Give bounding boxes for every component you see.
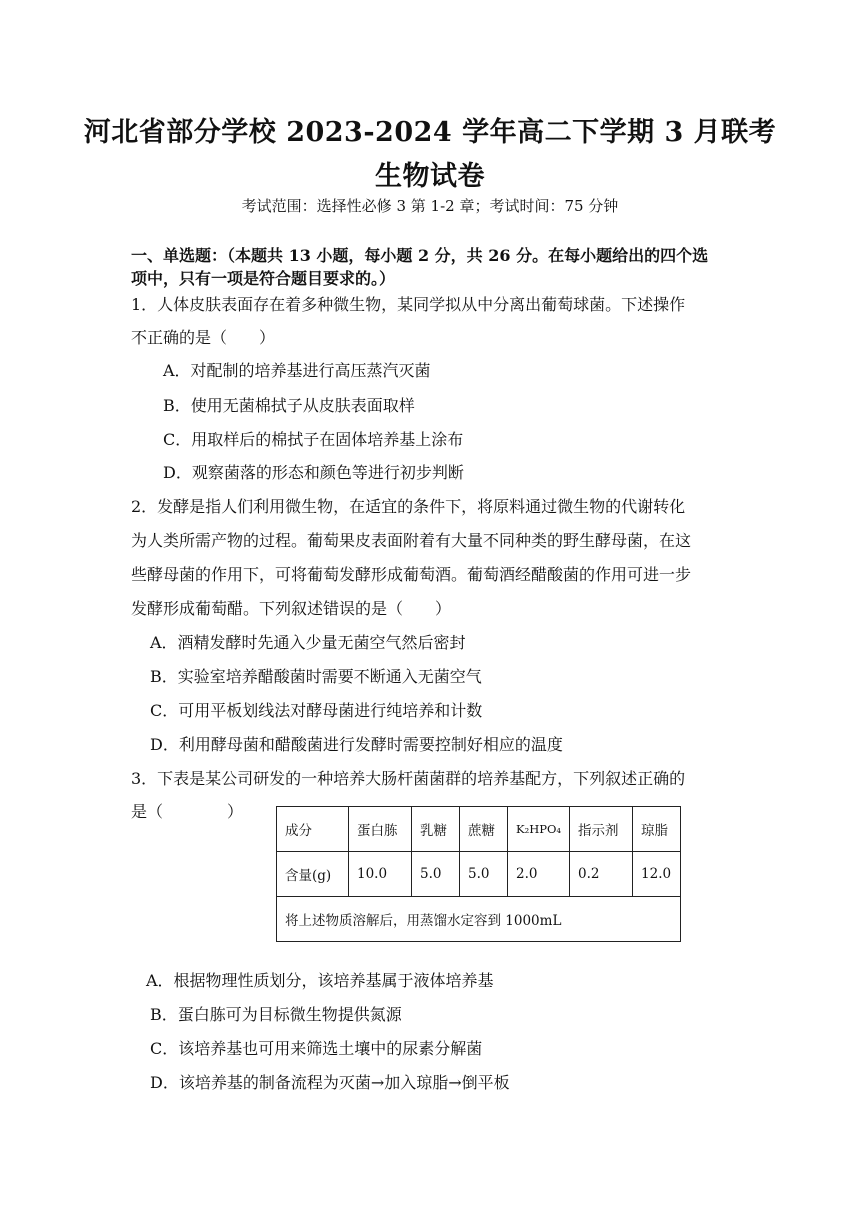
medium-formula-table	[276, 806, 681, 942]
question-2-option-b: B．实验室培养醋酸菌时需要不断通入无菌空气	[150, 667, 482, 686]
table-header-cell: 琼脂	[633, 807, 681, 852]
table-header-cell: 乳糖	[412, 807, 460, 852]
question-3-option-d: D．该培养基的制备流程为灭菌→加入琼脂→倒平板	[150, 1073, 510, 1092]
question-2-option-d: D．利用酵母菌和醋酸菌进行发酵时需要控制好相应的温度	[150, 735, 563, 754]
table-header-cell: 成分	[277, 807, 349, 852]
table-cell: 5.0	[460, 852, 508, 897]
question-2-option-a: A．酒精发酵时先通入少量无菌空气然后密封	[150, 633, 466, 652]
exam-title-line1: 河北省部分学校 2023-2024 学年高二下学期 3 月联考	[83, 117, 777, 148]
question-3-stem-cont: 是（ ）	[131, 802, 244, 821]
question-3-option-c: C．该培养基也可用来筛选土壤中的尿素分解菌	[150, 1039, 483, 1058]
question-3-option-a: A．根据物理性质划分，该培养基属于液体培养基	[146, 971, 494, 990]
table-cell: 5.0	[412, 852, 460, 897]
question-2-stem: 2．发酵是指人们利用微生物，在适宜的条件下，将原料通过微生物的代谢转化	[131, 497, 686, 516]
question-1-option-d: D．观察菌落的形态和颜色等进行初步判断	[163, 463, 464, 482]
question-1-option-a: A．对配制的培养基进行高压蒸汽灭菌	[163, 361, 431, 380]
question-2-stem-cont-2: 些酵母菌的作用下，可将葡萄发酵形成葡萄酒。葡萄酒经醋酸菌的作用可进一步	[131, 565, 692, 584]
question-3-stem: 3．下表是某公司研发的一种培养大肠杆菌菌群的培养基配方，下列叙述正确的	[131, 769, 686, 788]
question-3-option-b: B．蛋白胨可为目标微生物提供氮源	[150, 1005, 402, 1024]
section-heading: 一、单选题：（本题共 13 小题，每小题 2 分，共 26 分。在每小题给出的四个选	[131, 246, 709, 265]
table-cell: 12.0	[633, 852, 681, 897]
table-header-cell: 蔗糖	[460, 807, 508, 852]
table-row	[277, 897, 681, 942]
question-1-stem-cont: 不正确的是（ ）	[131, 328, 276, 347]
table-header-cell: 蛋白胨	[349, 807, 412, 852]
table-cell: 含量(g)	[277, 852, 349, 897]
table-row	[277, 852, 681, 897]
question-1-stem: 1．人体皮肤表面存在着多种微生物，某同学拟从中分离出葡萄球菌。下述操作	[131, 295, 686, 314]
table-row	[277, 807, 681, 852]
question-1-option-c: C．用取样后的棉拭子在固体培养基上涂布	[163, 430, 464, 449]
section-heading-cont: 项中，只有一项是符合题目要求的。）	[131, 269, 396, 288]
exam-title-line2: 生物试卷	[375, 161, 485, 192]
exam-subtitle: 考试范围：选择性必修 3 第 1-2 章；考试时间：75 分钟	[241, 197, 619, 215]
question-2-option-c: C．可用平板划线法对酵母菌进行纯培养和计数	[150, 701, 483, 720]
question-1-option-b: B．使用无菌棉拭子从皮肤表面取样	[163, 396, 415, 415]
table-cell: 2.0	[508, 852, 570, 897]
table-header-cell: K₂HPO₄	[508, 807, 570, 852]
table-cell: 10.0	[349, 852, 412, 897]
table-header-cell: 指示剂	[570, 807, 633, 852]
question-2-stem-cont-1: 为人类所需产物的过程。葡萄果皮表面附着有大量不同种类的野生酵母菌，在这	[131, 531, 692, 550]
table-note: 将上述物质溶解后，用蒸馏水定容到 1000mL	[277, 897, 681, 942]
table-cell: 0.2	[570, 852, 633, 897]
question-2-stem-cont-3: 发酵形成葡萄醋。下列叙述错误的是（ ）	[131, 599, 452, 618]
